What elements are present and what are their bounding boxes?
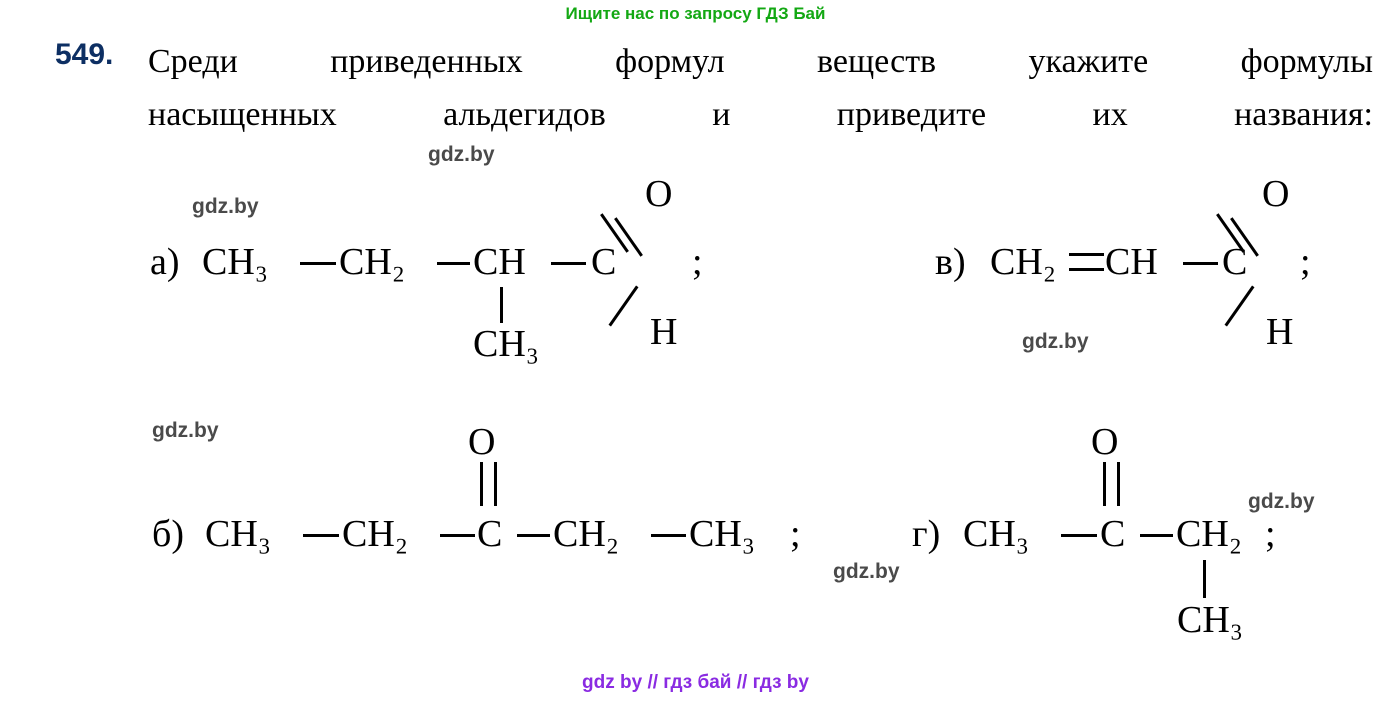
formula-a-branch-ch3: CH₃ <box>473 323 540 365</box>
double-bond-line <box>1069 253 1104 256</box>
double-bond-line <box>1069 268 1104 271</box>
formula-v-semicolon: ; <box>1300 241 1311 283</box>
formula-g-atom-o: O <box>1091 421 1119 463</box>
formula-g-atom-c3: CH₂ <box>1176 513 1243 555</box>
formula-a-letter: а) <box>150 241 180 283</box>
bond-line <box>1183 262 1218 265</box>
double-bond-line <box>494 462 497 506</box>
formula-b-atom-c2: CH₂ <box>342 513 409 555</box>
bond-line <box>1140 534 1173 537</box>
double-bond-line <box>480 462 483 506</box>
task-statement-line-1: Среди приведенных формул веществ укажите формулы <box>148 43 1373 80</box>
formula-g-atom-c1: CH₃ <box>963 513 1030 555</box>
watermark: gdz.by <box>833 560 900 583</box>
formula-b-letter: б) <box>152 513 184 555</box>
bond-line <box>303 534 339 537</box>
formula-a-atom-c1: CH₃ <box>202 241 269 283</box>
task-statement-line-2: насыщенных альдегидов и приведите их названия: <box>148 95 1373 133</box>
double-bond-line <box>1103 462 1106 506</box>
formula-b-atom-c5: CH₃ <box>689 513 756 555</box>
formula-g-atom-c2: C <box>1100 513 1126 555</box>
formula-a-atom-o: O <box>645 173 673 215</box>
bond-line <box>1225 285 1255 326</box>
formula-v-atom-h: H <box>1266 311 1294 353</box>
formula-b-semicolon: ; <box>790 513 801 555</box>
formula-a-semicolon: ; <box>692 241 703 283</box>
bond-line <box>609 285 639 326</box>
formula-g-letter: г) <box>912 513 941 555</box>
formula-g-semicolon: ; <box>1265 513 1276 555</box>
bond-line <box>1061 534 1097 537</box>
formula-a-atom-c3: CH <box>473 241 526 283</box>
formula-b-atom-c4: CH₂ <box>553 513 620 555</box>
formula-a-atom-h: H <box>650 311 678 353</box>
watermark: gdz.by <box>1248 490 1315 513</box>
watermark: gdz.by <box>192 195 259 218</box>
watermark: gdz.by <box>152 419 219 442</box>
formula-b-atom-o: O <box>468 421 496 463</box>
formula-a-atom-c2: CH₂ <box>339 241 406 283</box>
watermark: gdz.by <box>428 143 495 166</box>
task-number: 549. <box>55 38 114 71</box>
bond-line <box>1203 560 1206 598</box>
bond-line <box>437 262 470 265</box>
top-promo-banner: Ищите нас по запросу ГДЗ Бай <box>565 4 826 23</box>
formula-v-atom-c2: CH <box>1105 241 1158 283</box>
watermark: gdz.by <box>1022 330 1089 353</box>
task-statement <box>148 36 1373 141</box>
formula-v-atom-c1: CH₂ <box>990 241 1057 283</box>
bond-line <box>517 534 550 537</box>
formula-v-atom-c3: C <box>1222 241 1248 283</box>
bond-line <box>551 262 586 265</box>
formula-v-letter: в) <box>935 241 966 283</box>
formula-a-atom-c4: C <box>591 241 617 283</box>
formula-b-atom-c3: C <box>477 513 503 555</box>
bond-line <box>500 287 503 323</box>
bottom-promo-banner: gdz by // гдз бай // гдз by <box>582 672 809 693</box>
formula-g-branch-ch3: CH₃ <box>1177 599 1244 641</box>
formula-v-atom-o: O <box>1262 173 1290 215</box>
double-bond-line <box>1117 462 1120 506</box>
bond-line <box>651 534 686 537</box>
bond-line <box>440 534 475 537</box>
formula-b-atom-c1: CH₃ <box>205 513 272 555</box>
bond-line <box>300 262 336 265</box>
